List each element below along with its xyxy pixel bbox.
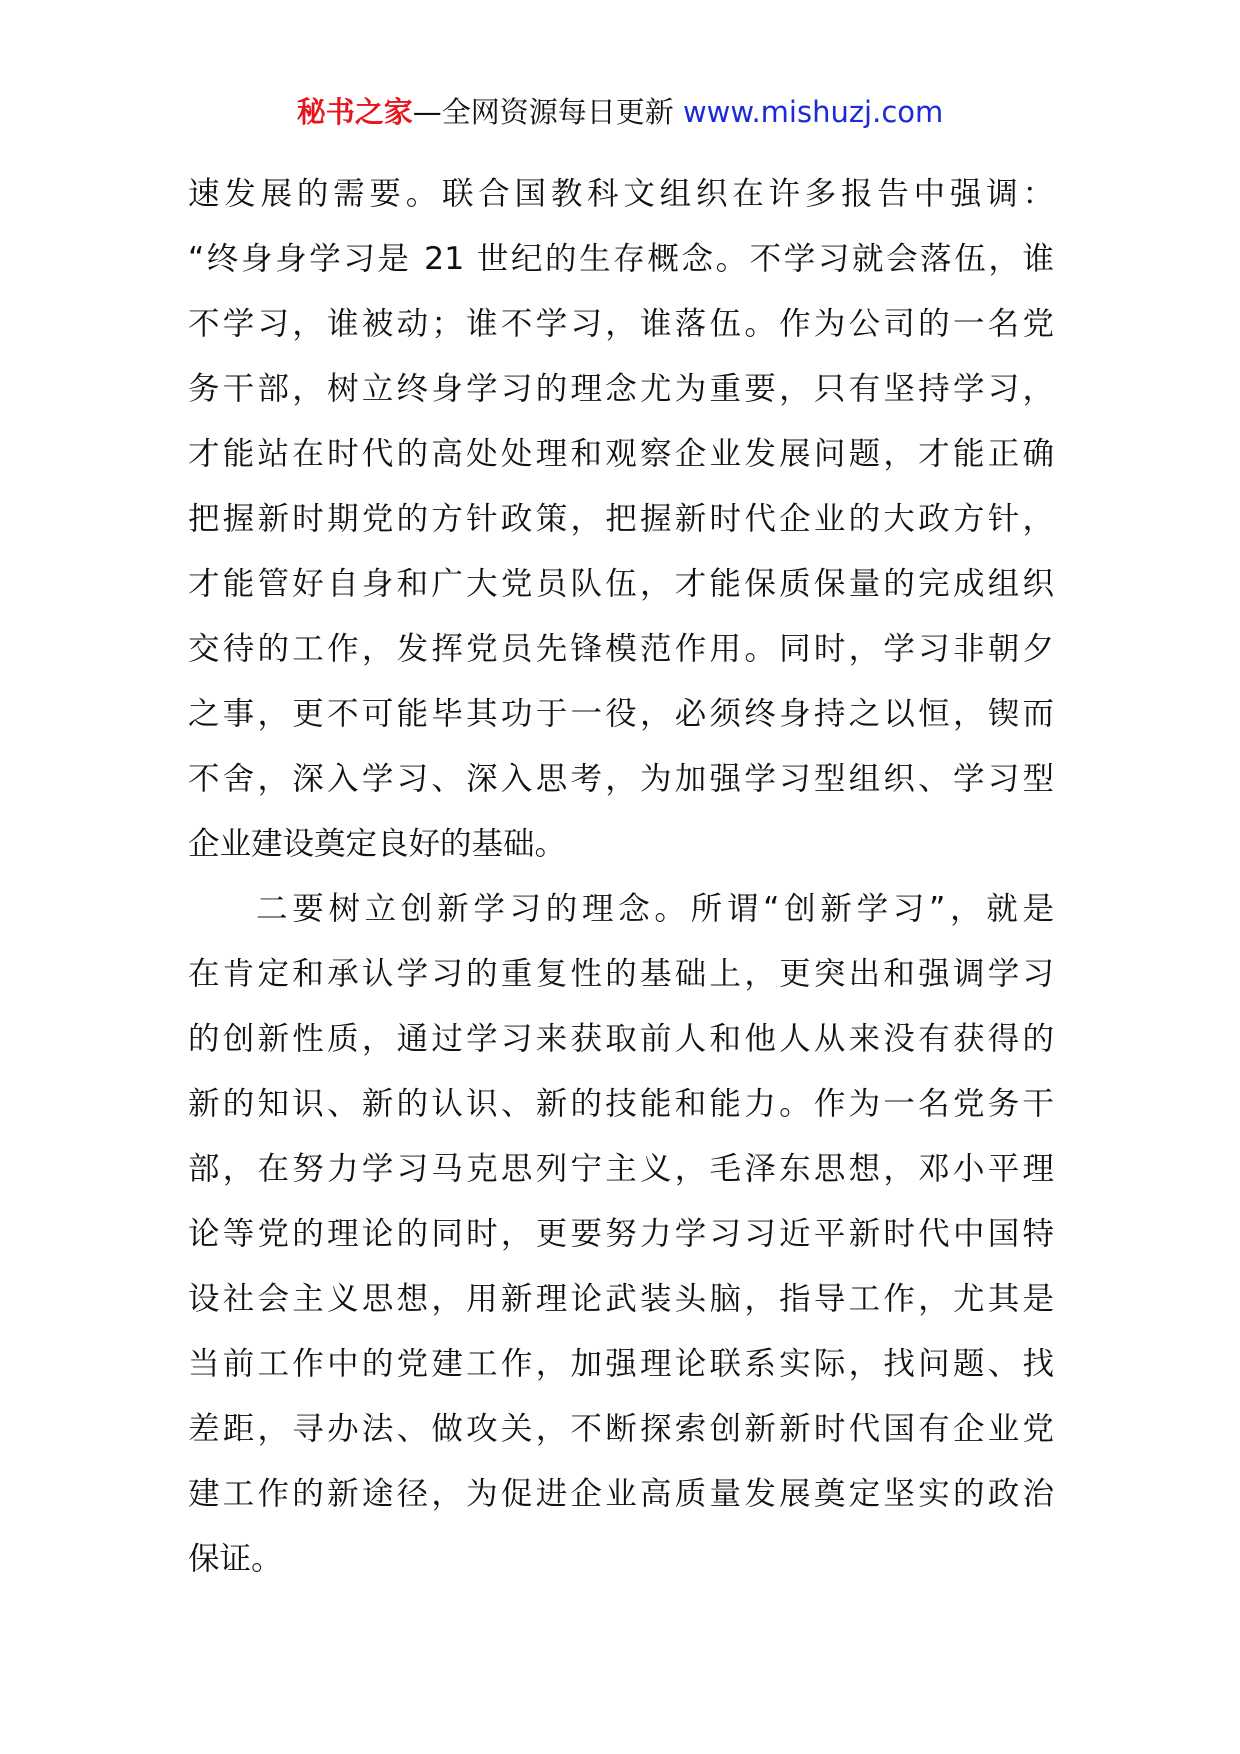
text-line: 二要树立创新学习的理念。所谓“创新学习”，就是 xyxy=(256,891,1054,927)
text-line: 交待的工作，发挥党员先锋模范作用。同时，学习非朝夕 xyxy=(188,631,1054,667)
text-line: 才能管好自身和广大党员队伍，才能保质保量的完成组织 xyxy=(188,566,1054,602)
text-line: 新的知识、新的认识、新的技能和能力。作为一名党务干 xyxy=(188,1086,1054,1122)
text-line: 建工作的新途径，为促进企业高质量发展奠定坚实的政治 xyxy=(188,1476,1054,1512)
text-line: 之事，更不可能毕其功于一役，必须终身持之以恒，锲而 xyxy=(188,696,1054,732)
text-line: 当前工作中的党建工作，加强理论联系实际，找问题、找 xyxy=(188,1346,1054,1382)
text-line: 部，在努力学习马克思列宁主义，毛泽东思想，邓小平理 xyxy=(188,1151,1054,1187)
text-line: 不舍，深入学习、深入思考，为加强学习型组织、学习型 xyxy=(188,761,1054,797)
text-line: “终身身学习是 21 世纪的生存概念。不学习就会落伍，谁 xyxy=(188,241,1054,277)
brand-name: 秘书之家 xyxy=(296,95,413,129)
text-line: 企业建设奠定良好的基础。 xyxy=(188,826,567,862)
text-line: 保证。 xyxy=(188,1541,283,1577)
text-line: 务干部，树立终身学习的理念尤为重要，只有坚持学习， xyxy=(188,371,1054,407)
site-header xyxy=(0,92,1240,132)
text-line: 速发展的需要。联合国教科文组织在许多报告中强调： xyxy=(188,176,1054,212)
text-line: 差距，寻办法、做攻关，不断探索创新新时代国有企业党 xyxy=(188,1411,1054,1447)
header-tagline: —全网资源每日更新 xyxy=(412,95,674,129)
text-line: 把握新时期党的方针政策，把握新时代企业的大政方针， xyxy=(188,501,1054,537)
text-line: 在肯定和承认学习的重复性的基础上，更突出和强调学习 xyxy=(188,956,1054,992)
document-body xyxy=(188,162,1054,1592)
text-line: 设社会主义思想，用新理论武装头脑，指导工作，尤其是 xyxy=(188,1281,1054,1317)
text-line: 的创新性质，通过学习来获取前人和他人从来没有获得的 xyxy=(188,1021,1054,1057)
text-line: 才能站在时代的高处处理和观察企业发展问题，才能正确 xyxy=(188,436,1054,472)
text-line: 论等党的理论的同时，更要努力学习习近平新时代中国特 xyxy=(188,1216,1054,1252)
paragraph xyxy=(188,162,1054,877)
site-url-link[interactable]: www.mishuzj.com xyxy=(682,95,944,129)
text-line: 不学习，谁被动；谁不学习，谁落伍。作为公司的一名党 xyxy=(188,306,1054,342)
paragraph xyxy=(188,877,1054,1592)
